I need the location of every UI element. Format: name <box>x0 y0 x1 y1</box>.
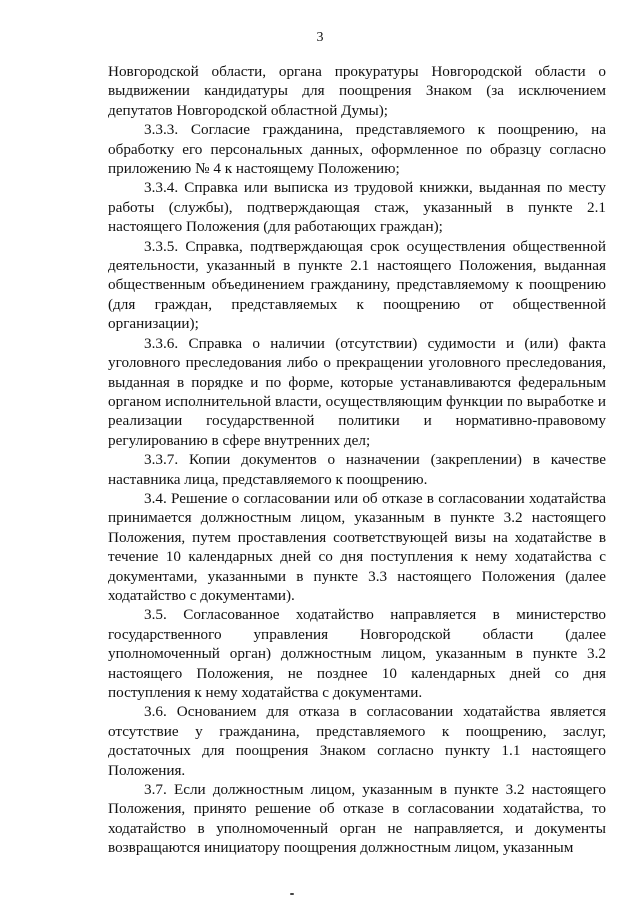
scan-speck <box>290 893 294 895</box>
document-body <box>108 62 606 858</box>
paragraph-3-3-5: 3.3.5. Справка, подтверждающая срок осуществления общественной деятельности, указанный в пункте 2.1 настоящего Положения, выданная общественным объединением гражданину, представляемому к поощрению (для граждан, представляемых к поощрению от общественной организации); <box>108 237 606 333</box>
paragraph-3-3-4: 3.3.4. Справка или выписка из трудовой книжки, выданная по месту работы (службы), подтверждающая стаж, указанный в пункте 2.1 настоящего Положения (для работающих граждан); <box>108 179 606 236</box>
paragraph-3-5: 3.5. Согласованное ходатайство направляется в министерство государственного управления Новгородской области (далее уполномоченный орган) должностным лицом, указанным в пункте 3.2 настоящего Положения, не позднее 10 календарных дней со дня поступления к нему ходатайства с документами. <box>108 606 606 701</box>
paragraph-3-6: 3.6. Основанием для отказа в согласовании ходатайства является отсутствие у гражданина, представляемого к поощрению, заслуг, достаточных для поощрения Знаком согласно пункту 1.1 настоящего Положения. <box>108 703 606 779</box>
paragraph-3-3-7: 3.3.7. Копии документов о назначении (закреплении) в качестве наставника лица, представляемого к поощрению. <box>108 451 606 488</box>
paragraph-3-3-3: 3.3.3. Согласие гражданина, представляемого к поощрению, на обработку его персональных данных, оформленное по образцу согласно приложению № 4 к настоящему Положению; <box>108 121 606 178</box>
paragraph-3-3-6: 3.3.6. Справка о наличии (отсутствии) судимости и (или) факта уголовного преследования либо о прекращении уголовного преследования, выданная в порядке и по форме, которые устанавливаются федеральным органом исполнительной власти, осуществляющим функции по выработке и реализации государственной политики и нормативно-правовому регулированию в сфере внутренних дел; <box>108 334 606 449</box>
paragraph-continuation: Новгородской области, органа прокуратуры Новгородской области о выдвижении кандидатуры для поощрения Знаком (за исключением депутатов Новгородской областной Думы); <box>108 63 606 119</box>
page-number: 3 <box>316 30 324 45</box>
paragraph-3-4: 3.4. Решение о согласовании или об отказе в согласовании ходатайства принимается должностным лицом, указанным в пункте 3.2 настоящего Положения, путем проставления соответствующей визы на ходатайстве в течение 10 календарных дней со дня поступления к нему ходатайства с документами, указанными в пункте 3.3 настоящего Положения (далее ходатайство с документами). <box>108 489 606 604</box>
paragraph-3-7: 3.7. Если должностным лицом, указанным в пункте 3.2 настоящего Положения, принято решение об отказе в согласовании ходатайства, то ходатайство в уполномоченный орган не направляется, и документы возвращаются инициатору поощрения должностным лицом, указанным <box>108 781 606 857</box>
